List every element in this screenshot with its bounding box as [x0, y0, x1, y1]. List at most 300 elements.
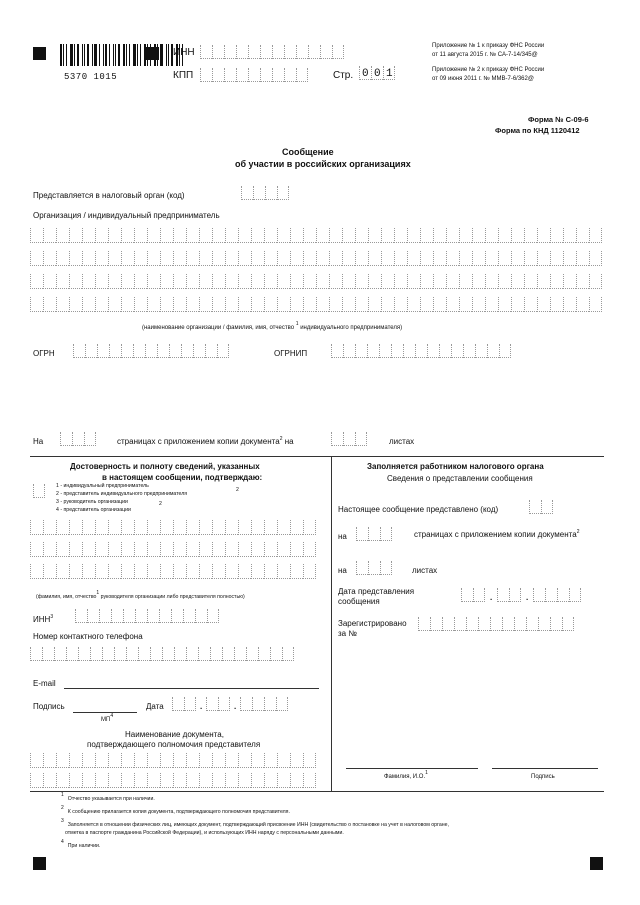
input-cell[interactable]: [217, 344, 229, 358]
input-cell[interactable]: [478, 617, 490, 631]
input-cell[interactable]: [342, 251, 355, 266]
input-cell[interactable]: [186, 251, 199, 266]
input-cell[interactable]: [225, 297, 238, 312]
input-cell[interactable]: [461, 588, 473, 602]
input-cell[interactable]: [69, 564, 82, 579]
input-cell[interactable]: [277, 542, 290, 557]
input-cell[interactable]: [212, 251, 225, 266]
input-cell[interactable]: [407, 297, 420, 312]
input-cell[interactable]: [355, 228, 368, 243]
input-cell[interactable]: [121, 773, 134, 788]
input-cell[interactable]: [238, 564, 251, 579]
input-cell[interactable]: [368, 228, 381, 243]
input-cell[interactable]: [524, 274, 537, 289]
input-cell[interactable]: [509, 588, 521, 602]
input-cell[interactable]: [485, 251, 498, 266]
input-cell[interactable]: [589, 274, 602, 289]
input-cell[interactable]: [472, 228, 485, 243]
input-cell[interactable]: [303, 542, 316, 557]
input-cell[interactable]: [222, 647, 234, 661]
input-cell[interactable]: [90, 647, 102, 661]
input-cell[interactable]: [121, 274, 134, 289]
input-cell[interactable]: [251, 228, 264, 243]
input-cell[interactable]: [69, 542, 82, 557]
input-cell[interactable]: [563, 274, 576, 289]
input-cell[interactable]: [433, 251, 446, 266]
input-cell[interactable]: [368, 274, 381, 289]
input-cell[interactable]: [134, 542, 147, 557]
input-cell[interactable]: [381, 228, 394, 243]
input-cell[interactable]: [56, 564, 69, 579]
input-cell[interactable]: [225, 520, 238, 535]
input-cell[interactable]: [30, 542, 43, 557]
input-cell[interactable]: [121, 520, 134, 535]
input-cell[interactable]: [381, 274, 394, 289]
input-cell[interactable]: [272, 68, 284, 82]
input-cell[interactable]: [418, 617, 430, 631]
input-cell[interactable]: [99, 609, 111, 623]
input-cell[interactable]: [69, 251, 82, 266]
input-cell[interactable]: [108, 542, 121, 557]
input-cell[interactable]: [183, 609, 195, 623]
input-cell[interactable]: [199, 520, 212, 535]
input-cell[interactable]: [84, 432, 96, 446]
input-cell[interactable]: [290, 297, 303, 312]
input-cell[interactable]: [147, 609, 159, 623]
input-cell[interactable]: [160, 773, 173, 788]
input-cell[interactable]: [186, 542, 199, 557]
input-cell[interactable]: [212, 564, 225, 579]
input-cell[interactable]: [200, 45, 212, 59]
input-cell[interactable]: [69, 753, 82, 768]
input-cell[interactable]: [212, 520, 225, 535]
input-cell[interactable]: [30, 773, 43, 788]
input-cell[interactable]: [172, 697, 184, 711]
input-cell[interactable]: [75, 609, 87, 623]
input-cell[interactable]: [121, 344, 133, 358]
input-cell[interactable]: [173, 274, 186, 289]
input-cell[interactable]: [264, 542, 277, 557]
input-cell[interactable]: [569, 588, 581, 602]
input-cell[interactable]: [82, 274, 95, 289]
input-cell[interactable]: [329, 251, 342, 266]
input-cell[interactable]: [331, 432, 343, 446]
input-cell[interactable]: [472, 251, 485, 266]
input-cell[interactable]: [433, 274, 446, 289]
input-cell[interactable]: [133, 344, 145, 358]
input-cell[interactable]: [30, 564, 43, 579]
input-cell[interactable]: [355, 274, 368, 289]
input-cell[interactable]: [169, 344, 181, 358]
input-cell[interactable]: [427, 344, 439, 358]
input-cell[interactable]: [290, 274, 303, 289]
input-cell[interactable]: [545, 588, 557, 602]
input-cell[interactable]: [224, 45, 236, 59]
input-cell[interactable]: [198, 647, 210, 661]
input-cell[interactable]: [199, 753, 212, 768]
input-cell[interactable]: [199, 228, 212, 243]
input-cell[interactable]: [238, 773, 251, 788]
input-cell[interactable]: [43, 228, 56, 243]
input-cell[interactable]: [225, 228, 238, 243]
input-cell[interactable]: [78, 647, 90, 661]
input-cell[interactable]: [30, 274, 43, 289]
input-cell[interactable]: [415, 344, 427, 358]
input-cell[interactable]: [499, 344, 511, 358]
input-cell[interactable]: [576, 251, 589, 266]
input-cell[interactable]: [514, 617, 526, 631]
input-cell[interactable]: [207, 609, 219, 623]
input-cell[interactable]: [199, 251, 212, 266]
input-cell[interactable]: [251, 274, 264, 289]
input-cell[interactable]: [420, 251, 433, 266]
input-cell[interactable]: [466, 617, 478, 631]
input-cell[interactable]: [303, 297, 316, 312]
input-cell[interactable]: [56, 274, 69, 289]
input-cell[interactable]: [537, 228, 550, 243]
input-cell[interactable]: [538, 617, 550, 631]
input-cell[interactable]: [224, 68, 236, 82]
input-cell[interactable]: [563, 251, 576, 266]
input-cell[interactable]: [407, 274, 420, 289]
input-cell[interactable]: [108, 520, 121, 535]
input-cell[interactable]: [264, 251, 277, 266]
input-cell[interactable]: [147, 564, 160, 579]
input-cell[interactable]: [56, 753, 69, 768]
input-cell[interactable]: [589, 228, 602, 243]
input-cell[interactable]: [212, 542, 225, 557]
input-cell[interactable]: [251, 297, 264, 312]
input-cell[interactable]: [147, 297, 160, 312]
input-cell[interactable]: [420, 274, 433, 289]
input-cell[interactable]: [56, 251, 69, 266]
input-cell[interactable]: [316, 274, 329, 289]
input-cell[interactable]: [72, 432, 84, 446]
input-cell[interactable]: [563, 228, 576, 243]
input-cell[interactable]: [241, 186, 253, 200]
input-cell[interactable]: [69, 228, 82, 243]
input-cell[interactable]: [134, 251, 147, 266]
input-cell[interactable]: [251, 753, 264, 768]
input-cell[interactable]: [69, 274, 82, 289]
input-cell[interactable]: [342, 274, 355, 289]
input-cell[interactable]: [147, 520, 160, 535]
input-cell[interactable]: [173, 251, 186, 266]
input-cell[interactable]: [43, 564, 56, 579]
input-cell[interactable]: [430, 617, 442, 631]
input-cell[interactable]: [30, 520, 43, 535]
input-cell[interactable]: [251, 564, 264, 579]
input-cell[interactable]: [134, 274, 147, 289]
input-cell[interactable]: [225, 564, 238, 579]
input-cell[interactable]: [108, 297, 121, 312]
input-cell[interactable]: [511, 251, 524, 266]
input-cell[interactable]: [485, 297, 498, 312]
input-cell[interactable]: [264, 753, 277, 768]
input-cell[interactable]: [95, 773, 108, 788]
input-cell[interactable]: [589, 297, 602, 312]
input-cell[interactable]: [212, 45, 224, 59]
input-cell[interactable]: [225, 753, 238, 768]
input-cell[interactable]: [147, 542, 160, 557]
input-cell[interactable]: [524, 228, 537, 243]
input-cell[interactable]: [252, 697, 264, 711]
input-cell[interactable]: [160, 228, 173, 243]
input-cell[interactable]: [160, 274, 173, 289]
input-cell[interactable]: [355, 297, 368, 312]
input-cell[interactable]: [181, 344, 193, 358]
input-cell[interactable]: [199, 542, 212, 557]
input-cell[interactable]: [290, 542, 303, 557]
input-cell[interactable]: [264, 297, 277, 312]
input-cell[interactable]: [290, 564, 303, 579]
input-cell[interactable]: [43, 520, 56, 535]
input-cell[interactable]: [95, 297, 108, 312]
email-field[interactable]: [64, 688, 319, 689]
input-cell[interactable]: [56, 542, 69, 557]
input-cell[interactable]: [290, 251, 303, 266]
input-cell[interactable]: [276, 697, 288, 711]
input-cell[interactable]: [260, 45, 272, 59]
input-cell[interactable]: [238, 274, 251, 289]
input-cell[interactable]: [277, 773, 290, 788]
input-cell[interactable]: [303, 520, 316, 535]
input-cell[interactable]: [108, 228, 121, 243]
input-cell[interactable]: [511, 297, 524, 312]
input-cell[interactable]: [186, 753, 199, 768]
input-cell[interactable]: [186, 274, 199, 289]
input-cell[interactable]: [85, 344, 97, 358]
input-cell[interactable]: [82, 564, 95, 579]
input-cell[interactable]: [264, 564, 277, 579]
input-cell[interactable]: [157, 344, 169, 358]
input-cell[interactable]: [210, 647, 222, 661]
input-cell[interactable]: [472, 274, 485, 289]
input-cell[interactable]: [159, 609, 171, 623]
input-cell[interactable]: [550, 251, 563, 266]
input-cell[interactable]: [147, 274, 160, 289]
input-cell[interactable]: [272, 45, 284, 59]
input-cell[interactable]: [355, 251, 368, 266]
input-cell[interactable]: [95, 274, 108, 289]
input-cell[interactable]: [238, 753, 251, 768]
input-cell[interactable]: [95, 564, 108, 579]
input-cell[interactable]: [43, 251, 56, 266]
input-cell[interactable]: [43, 753, 56, 768]
input-cell[interactable]: [485, 228, 498, 243]
input-cell[interactable]: [589, 251, 602, 266]
input-cell[interactable]: [331, 344, 343, 358]
input-cell[interactable]: [303, 773, 316, 788]
input-cell[interactable]: [533, 588, 545, 602]
input-cell[interactable]: [56, 520, 69, 535]
input-cell[interactable]: [82, 542, 95, 557]
input-cell[interactable]: [303, 753, 316, 768]
input-cell[interactable]: [303, 564, 316, 579]
input-cell[interactable]: [238, 297, 251, 312]
input-cell[interactable]: [277, 520, 290, 535]
input-cell[interactable]: [316, 228, 329, 243]
input-cell[interactable]: [420, 297, 433, 312]
input-cell[interactable]: [537, 297, 550, 312]
input-cell[interactable]: [541, 500, 553, 514]
input-cell[interactable]: [121, 753, 134, 768]
input-cell[interactable]: [246, 647, 258, 661]
input-cell[interactable]: [212, 297, 225, 312]
input-cell[interactable]: [82, 251, 95, 266]
signature-field[interactable]: [73, 712, 137, 713]
input-cell[interactable]: [277, 228, 290, 243]
input-cell[interactable]: [56, 228, 69, 243]
input-cell[interactable]: [218, 697, 230, 711]
input-cell[interactable]: [171, 609, 183, 623]
input-cell[interactable]: [497, 588, 509, 602]
input-cell[interactable]: [420, 228, 433, 243]
input-cell[interactable]: [379, 344, 391, 358]
input-cell[interactable]: [147, 228, 160, 243]
input-cell[interactable]: [212, 753, 225, 768]
input-cell[interactable]: [265, 186, 277, 200]
input-cell[interactable]: [277, 186, 289, 200]
input-cell[interactable]: [108, 251, 121, 266]
input-cell[interactable]: [30, 753, 43, 768]
input-cell[interactable]: [225, 274, 238, 289]
input-cell[interactable]: [329, 297, 342, 312]
input-cell[interactable]: [173, 297, 186, 312]
input-cell[interactable]: [30, 228, 43, 243]
input-cell[interactable]: [487, 344, 499, 358]
input-cell[interactable]: [82, 520, 95, 535]
input-cell[interactable]: [43, 542, 56, 557]
input-cell[interactable]: [308, 45, 320, 59]
input-cell[interactable]: [134, 297, 147, 312]
input-cell[interactable]: [472, 297, 485, 312]
input-cell[interactable]: [282, 647, 294, 661]
input-cell[interactable]: [248, 68, 260, 82]
input-cell[interactable]: [498, 297, 511, 312]
input-cell[interactable]: [475, 344, 487, 358]
input-cell[interactable]: [342, 297, 355, 312]
input-cell[interactable]: [95, 542, 108, 557]
input-cell[interactable]: [43, 274, 56, 289]
input-cell[interactable]: [212, 274, 225, 289]
input-cell[interactable]: [473, 588, 485, 602]
input-cell[interactable]: [82, 753, 95, 768]
input-cell[interactable]: [212, 228, 225, 243]
input-cell[interactable]: [258, 647, 270, 661]
input-cell[interactable]: [576, 297, 589, 312]
input-cell[interactable]: [277, 297, 290, 312]
input-cell[interactable]: [459, 274, 472, 289]
input-cell[interactable]: [451, 344, 463, 358]
input-cell[interactable]: [193, 344, 205, 358]
input-cell[interactable]: [270, 647, 282, 661]
input-cell[interactable]: [206, 697, 218, 711]
input-cell[interactable]: [343, 344, 355, 358]
input-cell[interactable]: [43, 297, 56, 312]
input-cell[interactable]: [524, 251, 537, 266]
input-cell[interactable]: [550, 297, 563, 312]
input-cell[interactable]: [381, 297, 394, 312]
input-cell[interactable]: [537, 251, 550, 266]
input-cell[interactable]: [109, 344, 121, 358]
input-cell[interactable]: [69, 520, 82, 535]
input-cell[interactable]: [367, 344, 379, 358]
input-cell[interactable]: [463, 344, 475, 358]
input-cell[interactable]: [195, 609, 207, 623]
input-cell[interactable]: [316, 297, 329, 312]
input-cell[interactable]: [238, 542, 251, 557]
input-cell[interactable]: [123, 609, 135, 623]
input-cell[interactable]: [225, 251, 238, 266]
input-cell[interactable]: [264, 228, 277, 243]
input-cell[interactable]: [186, 647, 198, 661]
input-cell[interactable]: [439, 344, 451, 358]
input-cell[interactable]: [173, 520, 186, 535]
input-cell[interactable]: [69, 297, 82, 312]
input-cell[interactable]: [200, 68, 212, 82]
input-cell[interactable]: [97, 344, 109, 358]
input-cell[interactable]: [160, 753, 173, 768]
input-cell[interactable]: [355, 432, 367, 446]
input-cell[interactable]: [236, 45, 248, 59]
input-cell[interactable]: [30, 647, 42, 661]
input-cell[interactable]: [403, 344, 415, 358]
input-cell[interactable]: [108, 274, 121, 289]
input-cell[interactable]: [186, 773, 199, 788]
input-cell[interactable]: [277, 274, 290, 289]
input-cell[interactable]: [66, 647, 78, 661]
input-cell[interactable]: [394, 251, 407, 266]
input-cell[interactable]: [251, 542, 264, 557]
input-cell[interactable]: [380, 561, 392, 575]
input-cell[interactable]: [199, 274, 212, 289]
input-cell[interactable]: [134, 228, 147, 243]
input-cell[interactable]: [134, 520, 147, 535]
input-cell[interactable]: [212, 68, 224, 82]
input-cell[interactable]: [329, 228, 342, 243]
input-cell[interactable]: [160, 520, 173, 535]
input-cell[interactable]: [248, 45, 260, 59]
input-cell[interactable]: [147, 251, 160, 266]
input-cell[interactable]: [43, 773, 56, 788]
input-cell[interactable]: [42, 647, 54, 661]
input-cell[interactable]: [147, 773, 160, 788]
input-cell[interactable]: [355, 344, 367, 358]
input-cell[interactable]: [524, 297, 537, 312]
input-cell[interactable]: [82, 228, 95, 243]
input-cell[interactable]: [442, 617, 454, 631]
input-cell[interactable]: [82, 773, 95, 788]
input-cell[interactable]: [303, 251, 316, 266]
input-cell[interactable]: [454, 617, 466, 631]
input-cell[interactable]: [186, 228, 199, 243]
input-cell[interactable]: [212, 773, 225, 788]
input-cell[interactable]: [60, 432, 72, 446]
input-cell[interactable]: [290, 773, 303, 788]
input-cell[interactable]: [342, 228, 355, 243]
input-cell[interactable]: [320, 45, 332, 59]
input-cell[interactable]: [316, 251, 329, 266]
input-cell[interactable]: [173, 564, 186, 579]
input-cell[interactable]: [296, 45, 308, 59]
input-cell[interactable]: [56, 297, 69, 312]
input-cell[interactable]: [121, 251, 134, 266]
input-cell[interactable]: [557, 588, 569, 602]
input-cell[interactable]: [54, 647, 66, 661]
input-cell[interactable]: [134, 773, 147, 788]
input-cell[interactable]: [526, 617, 538, 631]
